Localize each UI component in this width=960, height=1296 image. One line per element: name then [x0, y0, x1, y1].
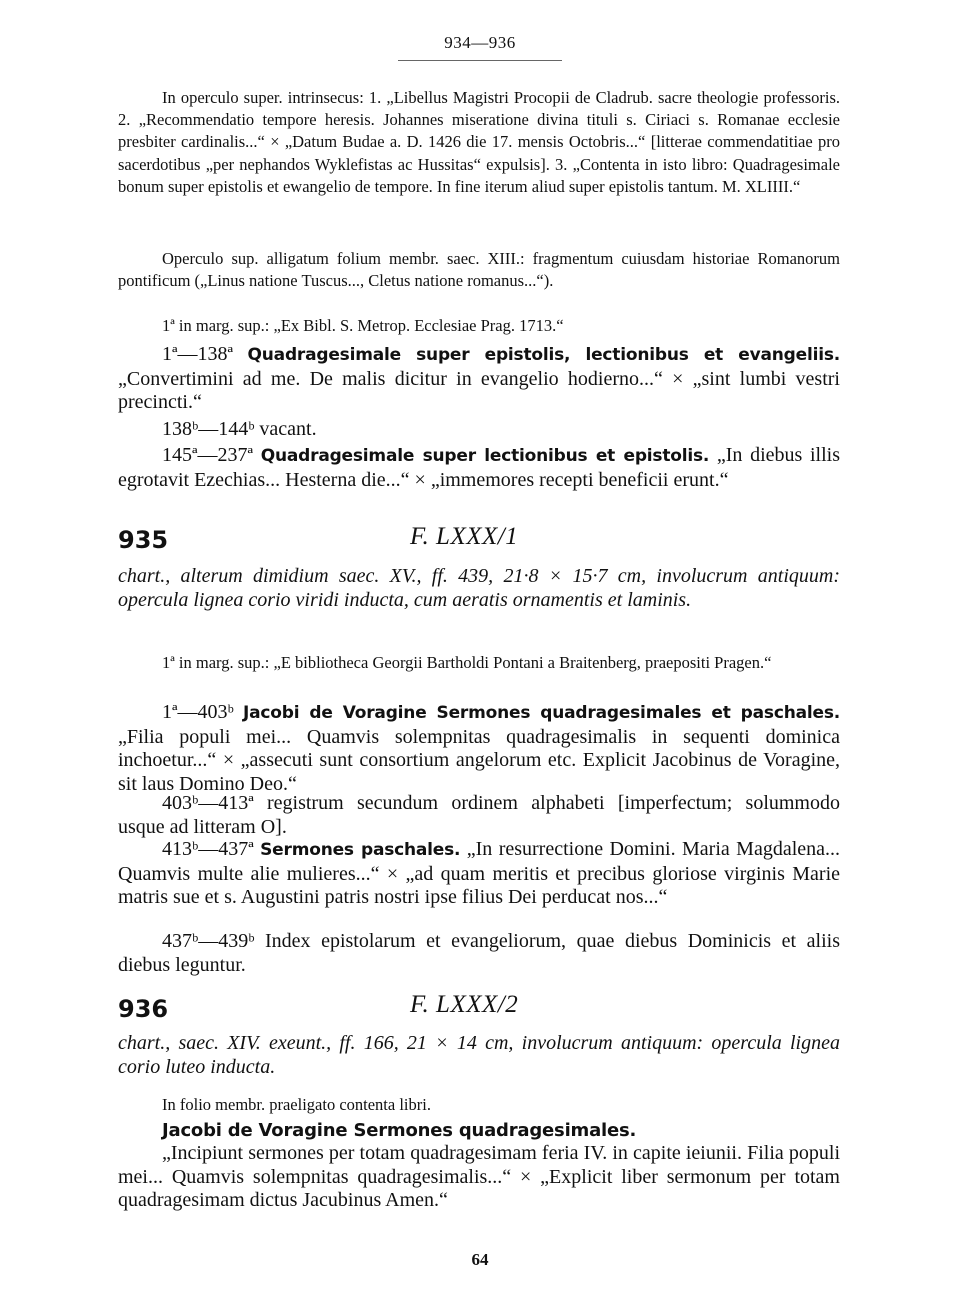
entry934-paragraph-2: Operculo sup. alligatum folium membr. saec. XIII.: fragmentum cuiusdam historiae Romanorum pontificum („Linus natione Tuscus..., Cletus natione romanus...“).	[118, 249, 840, 291]
entry935-register: 403ᵇ—413ª registrum secundum ordinem alphabeti [imperfectum; solummodo usque ad litteram O].	[118, 792, 840, 838]
entry934-item-1	[118, 343, 840, 415]
entry-number: 935	[118, 526, 169, 554]
entry936-paragraph-1: In folio membr. praeligato contenta libri.	[162, 1095, 431, 1114]
item-title: Jacobi de Voragine Sermones quadragesimales.	[162, 1120, 637, 1141]
page-number: 64	[471, 1250, 489, 1269]
folio-range: 413ᵇ—437ª	[162, 838, 254, 860]
item-title: Quadragesimale super epistolis, lectionibus et evangeliis.	[247, 345, 841, 365]
entry-number: 936	[118, 995, 169, 1023]
entry934-vacant: 138ᵇ—144ᵇ vacant.	[162, 418, 317, 440]
entry935-item-2	[118, 838, 840, 910]
entry934-paragraph-1: In operculo super. intrinsecus: 1. „Libellus Magistri Procopii de Cladrub. sacre theologie professoris. 2. „Recommendatio tempore heresis. Johannes miseratione divina tituli s. Ciriaci s. Romanae ecclesie presbiter cardinalis...“ × „Datum Budae a. D. 1426 die 17. mensis Octobris...“ [litterae commendatitiae pro sacerdotibus „per nephandos Wyklefistas ac Hussitas“ expulsis]. 3. „Contenta in isto libro: Quadragesimale bonum super epistolis et ewangelio de tempore. In fine iterum aliud super epistolis tantum. M. XLIIII.“	[118, 88, 840, 196]
header-rule	[398, 60, 562, 61]
item-title: Quadragesimale super lectionibus et epistolis.	[260, 446, 710, 466]
entry935-item-1	[118, 701, 840, 796]
entry936-incipit: „Incipiunt sermones per totam quadragesimam feria IV. in capite ieiunii. Filia populi mei... Quamvis solempnitas quadragesimalis...“ × „Explicit liber sermonum per totam quadragesimam dictus Jacubinus Amen.“	[118, 1142, 840, 1211]
entry934-paragraph-3: 1ª in marg. sup.: „Ex Bibl. S. Metrop. Ecclesiae Prag. 1713.“	[162, 316, 564, 335]
entry934-item-2	[118, 444, 840, 492]
entry935-index: 437ᵇ—439ᵇ Index epistolarum et evangeliorum, quae diebus Dominicis et aliis diebus leguntur.	[118, 930, 840, 976]
item-incipit: „Filia populi mei... Quamvis solempnitas quadragesimalis in sequenti dominica inchoetur...“ × „assecuti sunt consortium angelorum etc. Explicit Jacobinus de Voragine, sit laus Domino Deo.“	[118, 725, 840, 795]
entry935-description: chart., alterum dimidium saec. XV., ff. 439, 21·8 × 15·7 cm, involucrum antiquum: opercula lignea corio viridi inducta, cum aeratis ornamentis et laminis.	[118, 565, 840, 611]
folio-range: 1ª—403ᵇ	[162, 701, 234, 723]
folio-range: 145ª—237ª	[162, 444, 254, 466]
folio-range: 1ª—138ª	[162, 343, 234, 365]
shelfmark: F. LXXX/1	[410, 523, 519, 550]
running-head: 934—936	[444, 33, 516, 52]
item-incipit: „In resurrectione Domini. Maria Magdalena... Quamvis multe alie mulieres...“ × „ad quam meritis et precibus gloriose virginis Marie matris sue et s. Augustini patris nostri ipse filius Dei perducat nos...“	[118, 838, 841, 908]
item-incipit: „In diebus illis egrotavit Ezechias... Hesterna die...“ × „immemores recepti beneficii erunt.“	[118, 444, 841, 491]
item-incipit: „Convertimini ad me. De malis dicitur in evangelio hodierno...“ × „sint lumbi vestri precincti.“	[118, 367, 840, 413]
item-title: Sermones paschales.	[260, 840, 461, 860]
entry936-description: chart., saec. XIV. exeunt., ff. 166, 21 × 14 cm, involucrum antiquum: opercula lignea corio luteo inducta.	[118, 1032, 840, 1078]
shelfmark: F. LXXX/2	[410, 991, 519, 1018]
entry935-paragraph-1: 1ª in marg. sup.: „E bibliotheca Georgii Bartholdi Pontani a Braitenberg, praepositi Pragen.“	[162, 653, 772, 672]
entry936-title	[118, 1120, 840, 1141]
item-title: Jacobi de Voragine Sermones quadragesimales et paschales.	[243, 703, 841, 723]
